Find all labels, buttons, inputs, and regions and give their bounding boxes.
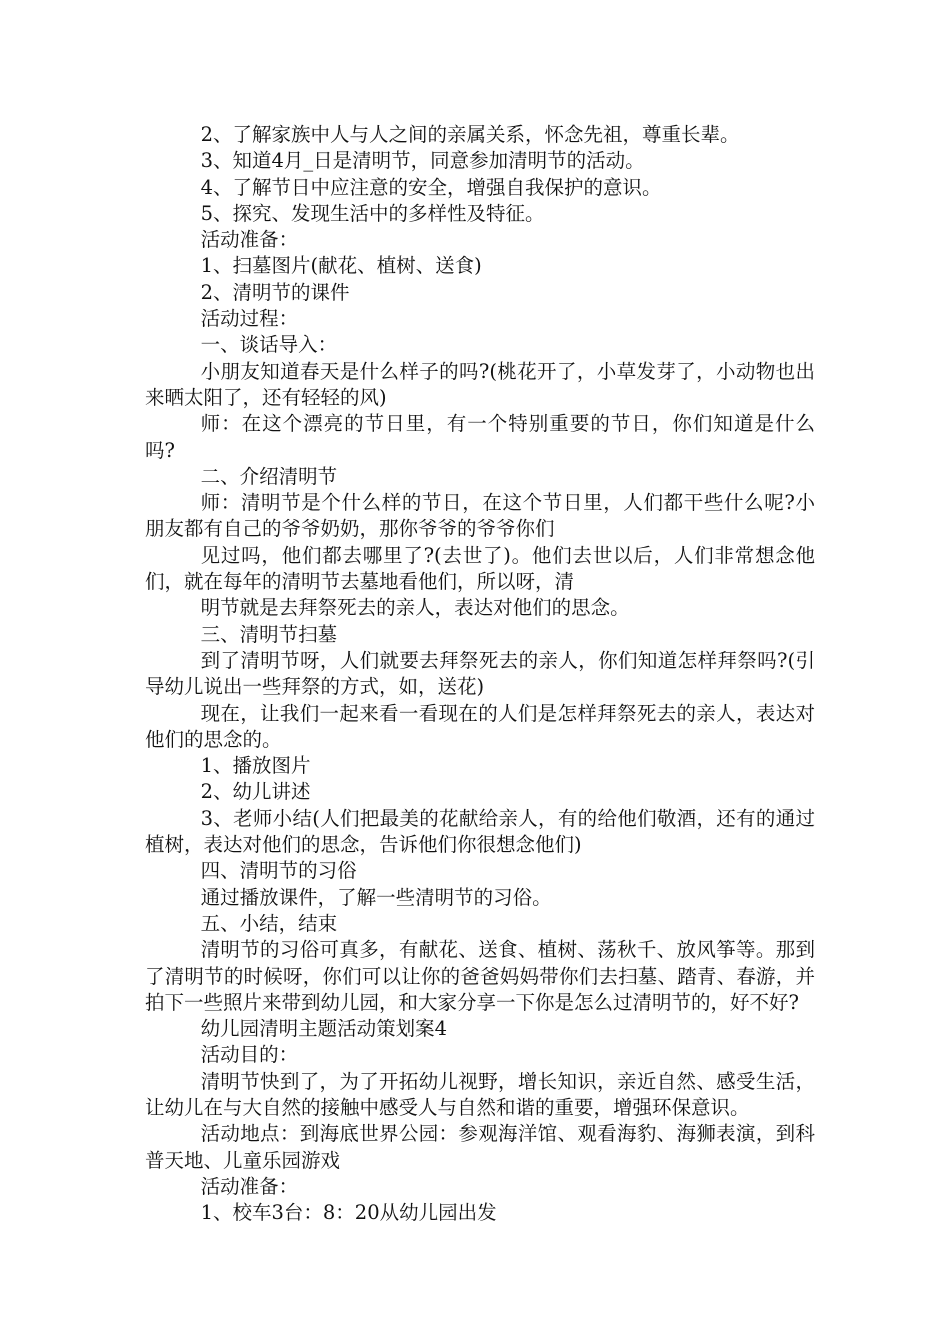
section-heading: 三、清明节扫墓 <box>200 622 338 646</box>
section-heading: 一、谈话导入： <box>200 333 338 357</box>
paragraph: 现在，让我们一起来看一看现在的人们是怎样拜祭死去的亲人，表达对他们的思念的。 <box>145 701 815 751</box>
document-title: 幼儿园清明主题活动策划案4 <box>200 1017 447 1041</box>
paragraph: 4、了解节日中应注意的安全，增强自我保护的意识。 <box>200 175 662 199</box>
section-heading: 活动过程： <box>200 307 299 331</box>
paragraph: 3、老师小结(人们把最美的花献给亲人，有的给他们敬酒，还有的通过植树，表达对他们的思念，告诉他们你很想念他们) <box>145 806 815 857</box>
paragraph: 1、扫墓图片(献花、植树、送食) <box>200 254 482 278</box>
document-body <box>145 122 815 1226</box>
paragraph: 1、播放图片 <box>200 754 311 778</box>
paragraph: 2、幼儿讲述 <box>200 780 311 804</box>
section-heading: 活动目的： <box>200 1043 299 1067</box>
paragraph: 明节就是去拜祭死去的亲人，表达对他们的思念。 <box>200 596 630 620</box>
paragraph: 小朋友知道春天是什么样子的吗?(桃花开了，小草发芽了，小动物也出来晒太阳了，还有轻轻的风) <box>145 359 815 409</box>
paragraph: 5、探究、发现生活中的多样性及特征。 <box>200 201 545 225</box>
paragraph: 活动地点：到海底世界公园：参观海洋馆、观看海豹、海狮表演，到科普天地、儿童乐园游戏 <box>145 1122 815 1172</box>
section-heading: 二、介绍清明节 <box>200 464 338 488</box>
paragraph: 1、校车3台：8：20从幼儿园出发 <box>200 1201 497 1225</box>
section-heading: 五、小结，结束 <box>200 911 338 935</box>
paragraph: 到了清明节呀，人们就要去拜祭死去的亲人，你们知道怎样拜祭吗?(引导幼儿说出一些拜祭的方式，如，送花) <box>145 648 815 699</box>
section-heading: 活动准备： <box>200 228 299 252</box>
paragraph: 师：在这个漂亮的节日里，有一个特别重要的节日，你们知道是什么吗? <box>145 412 815 462</box>
paragraph: 2、了解家族中人与人之间的亲属关系，怀念先祖，尊重长辈。 <box>200 123 740 146</box>
paragraph: 见过吗，他们都去哪里了?(去世了)。他们去世以后，人们非常想念他们，就在每年的清明节去墓地看他们，所以呀，清 <box>145 543 815 594</box>
paragraph: 3、知道4月_日是清明节，同意参加清明节的活动。 <box>200 149 645 173</box>
paragraph: 清明节快到了，为了开拓幼儿视野，增长知识，亲近自然、感受生活，让幼儿在与大自然的接触中感受人与自然和谐的重要，增强环保意识。 <box>145 1069 815 1119</box>
paragraph: 清明节的习俗可真多，有献花、送食、植树、荡秋千、放风筝等。那到了清明节的时候呀，你们可以让你的爸爸妈妈带你们去扫墓、踏青、春游，并拍下一些照片来带到幼儿园，和大家分享一下你是怎么过清明节的，好不好? <box>145 938 815 1014</box>
section-heading: 四、清明节的习俗 <box>200 859 357 883</box>
paragraph: 通过播放课件，了解一些清明节的习俗。 <box>200 885 552 909</box>
section-heading: 活动准备： <box>200 1174 299 1198</box>
paragraph: 2、清明节的课件 <box>200 280 350 304</box>
paragraph: 师：清明节是个什么样的节日，在这个节日里，人们都干些什么呢?小朋友都有自己的爷爷奶奶，那你爷爷的爷爷你们 <box>145 491 815 541</box>
